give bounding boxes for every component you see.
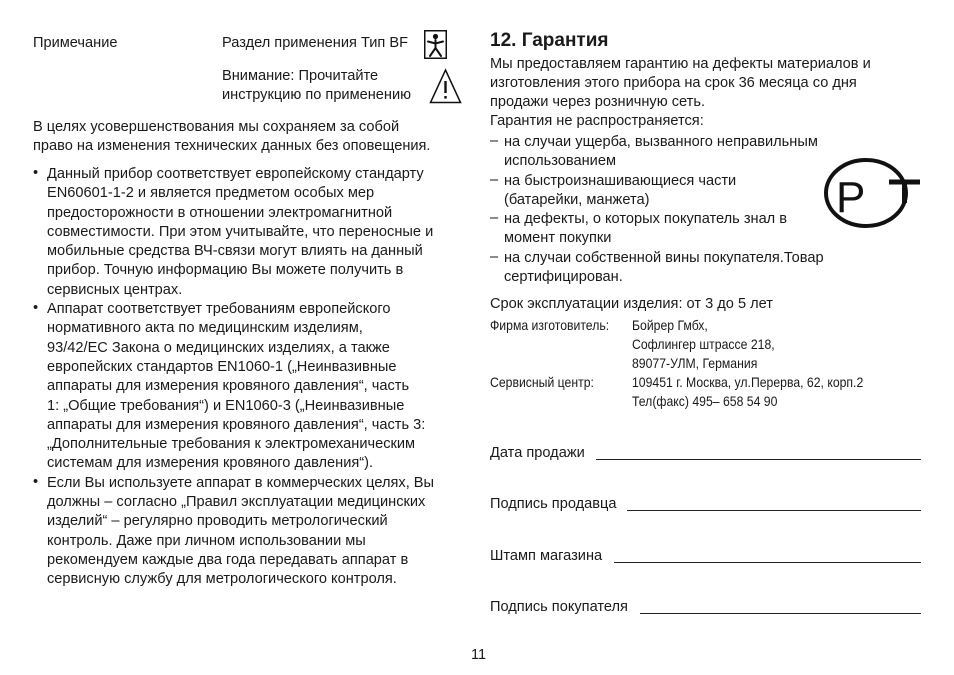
shop-stamp-line[interactable]: [614, 562, 921, 563]
rst-certification-logo: [823, 157, 923, 233]
list-item: – на случаи ущерба, вызванного неправильным использованием: [490, 133, 818, 170]
seller-signature-line[interactable]: [627, 510, 921, 511]
list-item: – на случаи собственной вины покупателя.Товар сертифицирован.: [490, 248, 824, 286]
logo-letters: Р: [836, 173, 866, 222]
warranty-intro: Мы предоставляем гарантию на дефекты материалов и изготовления этого прибора на срок 36 месяца со дня продажи через розничную сеть. Гарантия не распространяется:: [490, 56, 871, 129]
page-title: 12. Гарантия: [490, 30, 609, 51]
shop-stamp-label: Штамп магазина: [490, 548, 603, 564]
bullet-icon: •: [33, 165, 39, 181]
improvement-note: В целях усовершенствования мы сохраняем за собой право на изменения технических данных без оповещения.: [33, 119, 431, 154]
page-number: 11: [471, 647, 487, 663]
sale-date-label: Дата продажи: [490, 445, 585, 461]
type-bf-icon: [424, 30, 447, 63]
warning-icon: [429, 68, 462, 109]
dash-icon: –: [490, 171, 499, 188]
warning-text: Внимание: Прочитайте инструкцию по применению: [222, 68, 412, 103]
list-item: • Если Вы используете аппарат в коммерческих целях, Вы должны – согласно „Правил эксплуатации медицинских изделий“ – регулярно проводить метрологический контроль. Даже при личном использовании мы рекомендуем каждые два года передавать аппарат в сервисную службу для метрологического контроля.: [33, 473, 435, 588]
buyer-signature-label: Подпись покупателя: [490, 599, 628, 615]
manufacturer-label: Фирма изготовитель:: [490, 318, 610, 333]
list-item: – на дефекты, о которых покупатель знал в момент покупки: [490, 210, 788, 247]
seller-signature-label: Подпись продавца: [490, 496, 617, 512]
bullet-icon: •: [33, 473, 39, 490]
bf-text: Раздел применения Тип BF: [222, 35, 408, 51]
dash-icon: –: [490, 248, 499, 265]
service-label: Сервисный центр:: [490, 375, 594, 390]
buyer-signature-line[interactable]: [640, 613, 921, 614]
dash-icon: –: [490, 133, 499, 149]
dash-icon: –: [490, 210, 499, 227]
list-item: • Аппарат соответствует требованиям европейского нормативного акта по медицинским изделиям, 93/42/ЕС Закона о медицинских изделиях, а также европейских стандартов EN1060-1 („Неинвазивные аппараты для измерения кровяного давления“, часть 1: „Общие требования“) и EN1060-3 („Неинвазивные аппараты для измерения кровяного давления“, часть 3: „Дополнительные требования к электромеханическим системам для измерения кровяного давления“).: [33, 300, 426, 472]
note-label: Примечание: [33, 35, 118, 51]
service-life: Срок эксплуатации изделия: от 3 до 5 лет: [490, 296, 773, 312]
manufacturer-address: Бойрер Гмбх, Софлингер штрассе 218, 89077-УЛМ, Германия: [632, 318, 775, 371]
service-address: 109451 г. Москва, ул.Перерва, 62, корп.2 Тел(факс) 495– 658 54 90: [632, 375, 864, 409]
bullet-icon: •: [33, 300, 39, 317]
list-item: – на быстроизнашивающиеся части (батарейки, манжета): [490, 171, 737, 208]
list-item: • Данный прибор соответствует европейскому стандарту EN60601-1-2 и является предметом особых мер предосторожности в отношении электромагнитной совместимости. При этом учитывайте, что переносные и мобильные средства ВЧ-связи могут влиять на данный прибор. Точную информацию Вы можете получить в сервисных центрах.: [33, 165, 434, 298]
bullet-list: [33, 165, 463, 590]
exclusions-list: [490, 133, 824, 287]
sale-date-line[interactable]: [596, 459, 921, 460]
